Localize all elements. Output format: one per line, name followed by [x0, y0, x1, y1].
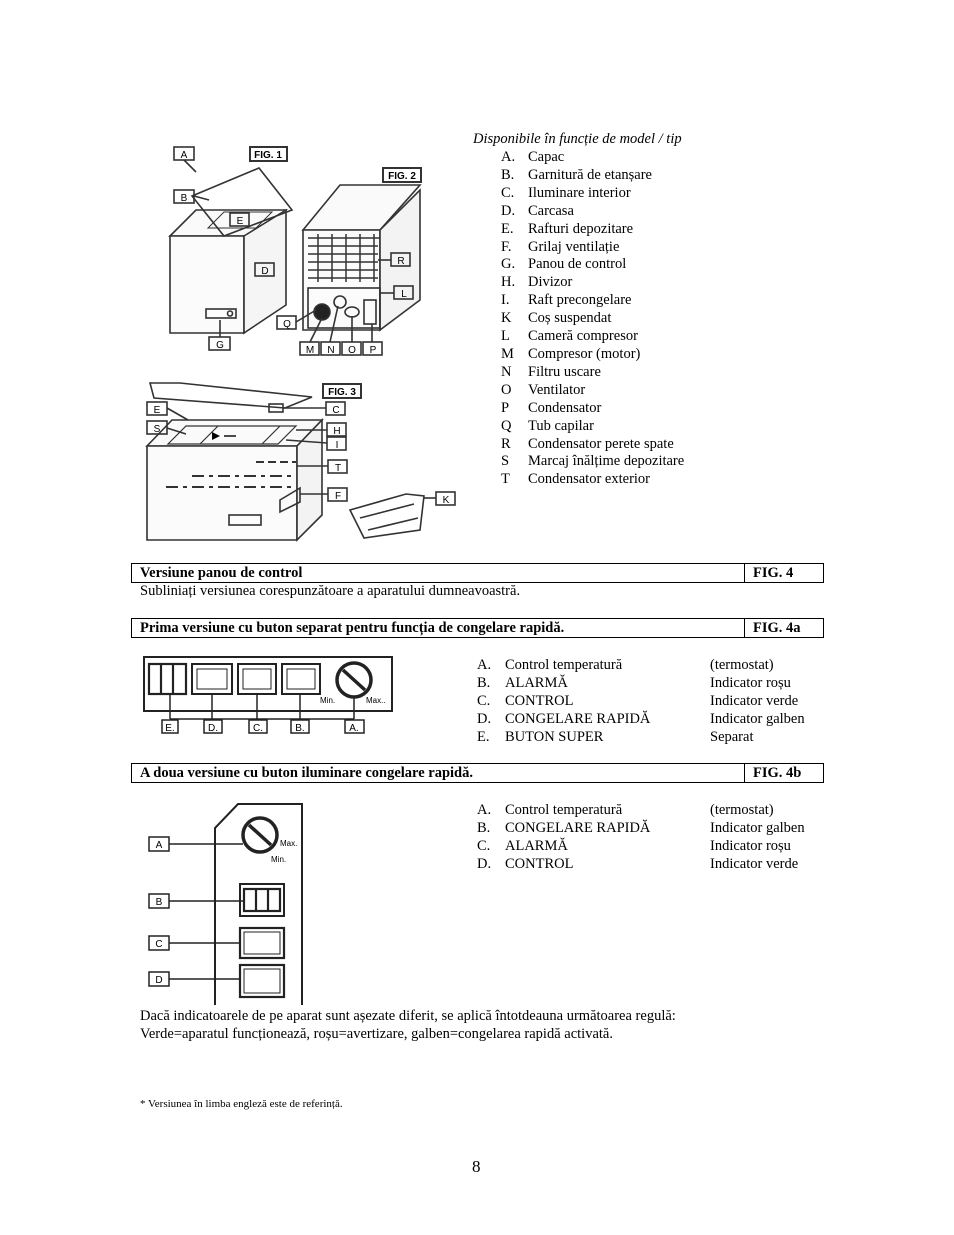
panel-version-title: Versiune panou de control [140, 565, 303, 581]
rule-line-2: Verde=aparatul funcționează, roșu=avertizare, galben=congelarea rapidă activată. [140, 1026, 613, 1042]
legend-item: B. Garnitură de etanșare [501, 166, 652, 183]
figure-1-2-3-diagram [0, 0, 954, 560]
callout-s: S [153, 424, 161, 435]
knob-min-label: Min. [271, 855, 287, 864]
panel-4b-diagram [140, 800, 350, 1010]
panel-4b-callout-d: D [155, 975, 163, 986]
panel-4b-callout-c: C [155, 939, 163, 950]
legend-item: P Condensator [501, 399, 602, 416]
legend-item: N Filtru uscare [501, 363, 601, 380]
legend-item: K Coș suspendat [501, 310, 612, 327]
legend-item: T Condensator exterior [501, 471, 651, 488]
fig2-label: FIG. 2 [388, 171, 416, 182]
section-4a-header [131, 618, 824, 638]
legend-item: F. Grilaj ventilație [501, 238, 620, 255]
list-item: A. Control temperatură (termostat) [477, 657, 774, 673]
callout-r: R [397, 256, 405, 267]
list-item: A. Control temperatură (termostat) [477, 802, 774, 818]
legend-list [501, 149, 684, 489]
rule-line-1: Dacă indicatoarele de pe aparat sunt așezate diferit, se aplică întotdeauna următoarea regulă: [140, 1008, 676, 1024]
legend-item: I. Raft precongelare [501, 292, 632, 309]
callout-k: K [442, 495, 450, 506]
section-4a-title: Prima versiune cu buton separat pentru funcția de congelare rapidă. [140, 620, 565, 636]
panel-4b-callout-a: A [155, 840, 163, 851]
callout-a: A [180, 150, 188, 161]
legend-item: C. Iluminare interior [501, 184, 631, 201]
list-item: D. CONTROL Indicator verde [477, 856, 799, 872]
panel-4a-callout-d: D. [208, 723, 218, 734]
callout-d: D [261, 266, 269, 277]
list-item: D. CONGELARE RAPIDĂ Indicator galben [477, 711, 805, 727]
list-item: C. ALARMĂ Indicator roșu [477, 838, 791, 854]
list-item: B. ALARMĂ Indicator roșu [477, 675, 791, 691]
legend-item: O Ventilator [501, 381, 586, 398]
knob-max-label: Max.. [366, 696, 386, 705]
legend-title: Disponibile în funcție de model / tip [473, 131, 682, 147]
fig3-label: FIG. 3 [328, 387, 356, 398]
section-4b-title: A doua versiune cu buton iluminare congelare rapidă. [140, 765, 473, 781]
panel-4a-callout-e: E. [165, 723, 175, 734]
legend-item: E. Rafturi depozitare [501, 220, 634, 237]
callout-e2: E [153, 405, 161, 416]
page-number: 8 [472, 1157, 481, 1176]
legend-item: R Condensator perete spate [501, 435, 674, 452]
callout-b: B [180, 193, 188, 204]
panel-4a-diagram [140, 652, 400, 742]
legend-item: G. Panou de control [501, 256, 627, 273]
knob-max-label: Max. [280, 839, 298, 848]
callout-e: E [236, 216, 244, 227]
legend-item: L Cameră compresor [501, 328, 638, 345]
fig1-label: FIG. 1 [254, 150, 282, 161]
section-4b-fig: FIG. 4b [744, 764, 801, 782]
legend-item: S Marcaj înălțime depozitare [501, 453, 685, 470]
list-item: C. CONTROL Indicator verde [477, 693, 799, 709]
legend-item: M Compresor (motor) [501, 345, 641, 362]
legend-item: H. Divizor [501, 274, 573, 291]
section-4a-fig: FIG. 4a [744, 619, 801, 637]
callout-i: I [335, 440, 339, 451]
callout-p: P [369, 345, 377, 356]
callout-t: T [334, 463, 342, 474]
callout-n: N [327, 345, 335, 356]
knob-min-label: Min. [320, 696, 336, 705]
callout-g: G [216, 340, 224, 351]
legend-item: Q Tub capilar [501, 417, 594, 434]
callout-m: M [305, 345, 315, 356]
list-item: E. BUTON SUPER Separat [477, 729, 754, 745]
panel-version-header [131, 563, 824, 583]
callout-h: H [333, 426, 341, 437]
callout-o: O [348, 345, 356, 356]
panel-4a-callout-c: C. [253, 723, 263, 734]
list-item: B. CONGELARE RAPIDĂ Indicator galben [477, 820, 805, 836]
panel-version-note: Subliniați versiunea corespunzătoare a aparatului dumneavoastră. [140, 583, 521, 599]
section-4b-header [131, 763, 824, 783]
callout-l: L [401, 289, 407, 300]
callout-f: F [334, 491, 342, 502]
legend-item: D. Carcasa [501, 202, 574, 219]
panel-version-fig: FIG. 4 [744, 564, 793, 582]
panel-4a-callout-a: A. [349, 723, 359, 734]
footnote: * Versiunea în limba engleză este de referință. [140, 1098, 343, 1110]
section-4b-list [477, 801, 805, 873]
callout-q: Q [283, 319, 291, 330]
callout-c: C [332, 405, 340, 416]
section-4a-list [477, 656, 805, 746]
legend-item: A. Capac [501, 149, 565, 165]
panel-4a-callout-b: B. [295, 723, 305, 734]
panel-4b-callout-b: B [155, 897, 163, 908]
